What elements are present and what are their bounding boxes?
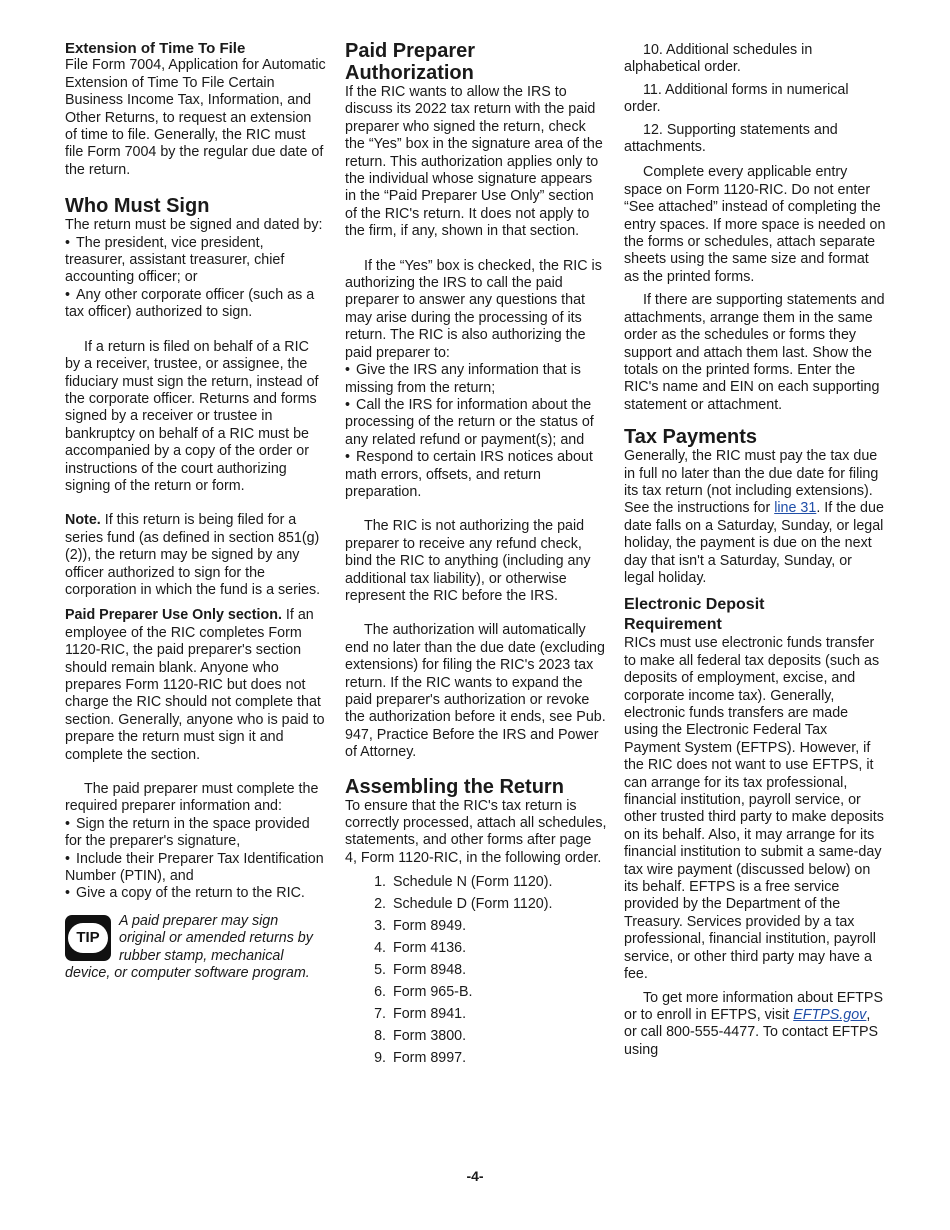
supporting-statements-paragraph: If there are supporting statements and attachments, arrange them in the same order as the schedules or forms they support and attach them last. Show the totals on the printed forms. Enter the RIC's name and EIN on each supporting statement or attachment.: [624, 292, 885, 413]
tax-payments-text: Generally, the RIC must pay the tax due in full no later than the due date for filing its tax return (not including extensions). See the instructions for: [624, 448, 879, 517]
preparer-bullet: • Include their Preparer Tax Identification Number (PTIN), and: [65, 851, 327, 886]
note-paragraph: [65, 512, 327, 599]
list-item: [364, 981, 607, 1003]
complete-entry-paragraph: Complete every applicable entry space on Form 1120-RIC. Do not enter “See attached” instead of completing the entry spaces. If more space is needed on the forms or schedules, attach separate sheets using the same size and format as the printed forms.: [624, 164, 886, 285]
column-right: [624, 42, 886, 1059]
preparer-bullet: • Sign the return in the space provided for the preparer's signature,: [65, 816, 327, 851]
authorization-paragraph-4: The authorization will automatically end no later than the due date (excluding extensions) for filing the RIC's 2023 tax return. If the RIC wants to expand the paid preparer's authorization or revoke the authorization before it ends, see Pub. 947, Practice Before the IRS and Power of Attorney.: [345, 622, 606, 761]
list-item: [364, 871, 607, 893]
authorization-paragraph-1: If the RIC wants to allow the IRS to discuss its 2022 tax return with the paid preparer who signed the return, check the “Yes” box in the signature area of the return. This authorization applies only to the individual whose signature appears in the “Paid Preparer Use Only” section of the RIC's return. It does not apply to the firm, if any, shown in that section.: [345, 84, 603, 240]
eftps-text: , or call 800-555-4477. To contact EFTPS using: [624, 1006, 879, 1058]
list-continued-item: 12. Supporting statements and attachments.: [624, 121, 838, 156]
list-item: [364, 893, 607, 915]
list-number: 7.: [374, 1005, 386, 1022]
list-number: 4.: [374, 939, 386, 956]
tax-payments-paragraph: [624, 448, 886, 587]
list-number: 5.: [374, 961, 386, 978]
list-item: [364, 937, 607, 959]
preparer-bullet: • Give a copy of the return to the RIC.: [65, 885, 327, 902]
list-continued-item: 11. Additional forms in numerical order.: [624, 81, 849, 116]
line-31-link[interactable]: line 31: [774, 500, 817, 517]
electronic-deposit-paragraph: RICs must use electronic funds transfer to make all federal tax deposits (such as deposits of employment, excise, and corporate income tax). Generally, electronic funds transfers are made using the Electronic Federal Tax Payment System (EFTPS). However, if the RIC does not want to use EFTPS, it can arrange for its tax professional, financial institution, payroll service, or other trusted third party to make deposits on its behalf. Also, it may arrange for its financial institution to submit a same-day tax wire payment (discussed below) on its behalf. EFTPS is a free service provided by the Department of the Treasury. Services provided by a tax professional, financial institution, payroll service, or other third party may have a fee.: [624, 635, 884, 983]
list-text: Form 8948.: [393, 961, 467, 978]
column-left: [65, 40, 327, 983]
ppuo-label: Paid Preparer Use Only section.: [65, 607, 282, 624]
list-text: Form 8997.: [393, 1049, 467, 1066]
list-item: [364, 1003, 607, 1025]
list-item: [364, 915, 607, 937]
list-text: Form 4136.: [393, 939, 467, 956]
list-number: 1.: [374, 873, 386, 890]
page-number: -4-: [466, 1168, 484, 1184]
tip-text: A paid preparer may sign original or amended returns by rubber stamp, mechanical device, or computer software program.: [65, 912, 313, 982]
tip-badge-label: TIP: [68, 923, 108, 953]
assembling-list: [345, 871, 607, 1069]
who-must-sign-heading: Who Must Sign: [65, 195, 210, 218]
list-item: [364, 959, 607, 981]
extension-body: File Form 7004, Application for Automatic Extension of Time To File Certain Business Income Tax, Information, and Other Returns, to request an extension of time to file. Generally, the RIC must file Form 7004 by the regular due date of the return.: [65, 57, 326, 178]
assembling-heading: Assembling the Return: [345, 775, 564, 798]
note-label: Note.: [65, 512, 101, 529]
list-number: 2.: [374, 895, 386, 912]
list-text: Form 8941.: [393, 1005, 467, 1022]
list-continued-item: 10. Additional schedules in alphabetical order.: [624, 42, 813, 76]
list-text: Form 965-B.: [393, 983, 473, 1000]
ppuo-text: If an employee of the RIC completes Form 1120-RIC, the paid preparer's section should remain blank. Anyone who prepares Form 1120-RIC but does not charge the RIC should not complete that section. Generally, anyone who is paid to prepare the return must sign it and complete the section.: [65, 607, 325, 763]
list-text: Schedule D (Form 1120).: [393, 895, 553, 912]
authorization-bullet: • Respond to certain IRS notices about math errors, offsets, and return preparation.: [345, 449, 607, 501]
sign-bullet: • Any other corporate officer (such as a tax officer) authorized to sign.: [65, 287, 327, 322]
column-middle: [345, 40, 607, 1069]
authorization-bullet: • Call the IRS for information about the processing of the return or the status of any related refund or payment(s); and: [345, 397, 607, 449]
receiver-paragraph: If a return is filed on behalf of a RIC by a receiver, trustee, or assignee, the fiduciary must sign the return, instead of the corporate officer. Returns and forms signed by a receiver or trustee in bankruptcy on behalf of a RIC must be accompanied by a copy of the order or instructions of the court authorizing signing of the return or form.: [65, 338, 319, 494]
assembling-intro: To ensure that the RIC's tax return is correctly processed, attach all schedules, statements, and other forms after page 4, Form 1120-RIC, in the following order.: [345, 797, 607, 866]
list-number: 9.: [374, 1049, 386, 1066]
tip-icon: [65, 915, 111, 961]
list-text: Schedule N (Form 1120).: [393, 873, 553, 890]
list-number: 6.: [374, 983, 386, 1000]
paid-preparer-authorization-heading: Paid Preparer Authorization: [345, 40, 476, 84]
list-item: [364, 1025, 607, 1047]
note-text: If this return is being filed for a series fund (as defined in section 851(g)(2)), the return may be signed by any officer authorized to sign for the corporation in which the fund is a series.: [65, 512, 321, 598]
eftps-paragraph: [624, 990, 886, 1060]
tax-payments-text: . If the due date falls on a Saturday, Sunday, or legal holiday, the payment is due on the next day that isn't a Saturday, Sunday, or legal holiday.: [624, 500, 884, 586]
preparer-must-complete: The paid preparer must complete the required preparer information and:: [65, 781, 319, 815]
electronic-deposit-heading: Electronic Deposit Requirement: [624, 596, 765, 634]
sign-bullet: • The president, vice president, treasurer, assistant treasurer, chief accounting officer; or: [65, 235, 327, 287]
list-text: Form 3800.: [393, 1027, 467, 1044]
authorization-paragraph-3: The RIC is not authorizing the paid preparer to receive any refund check, bind the RIC to anything (including any additional tax liability), or otherwise represent the RIC before the IRS.: [345, 518, 591, 604]
paid-preparer-use-only-paragraph: [65, 607, 327, 764]
eftps-text: To get more information about EFTPS or to enroll in EFTPS, visit: [624, 989, 883, 1023]
list-number: 8.: [374, 1027, 386, 1044]
tax-payments-heading: Tax Payments: [624, 426, 758, 449]
extension-heading: Extension of Time To File: [65, 40, 246, 57]
sign-intro: The return must be signed and dated by:: [65, 217, 323, 234]
authorization-bullet: • Give the IRS any information that is missing from the return;: [345, 362, 607, 397]
list-item: [364, 1047, 607, 1069]
list-number: 3.: [374, 917, 386, 934]
list-text: Form 8949.: [393, 917, 467, 934]
tip-box: [65, 913, 327, 983]
authorization-paragraph-2: If the “Yes” box is checked, the RIC is authorizing the IRS to call the paid preparer to answer any questions that may arise during the processing of its return. The RIC is also authorizing the paid preparer to:: [345, 257, 602, 361]
eftps-link[interactable]: EFTPS.gov: [793, 1006, 867, 1023]
